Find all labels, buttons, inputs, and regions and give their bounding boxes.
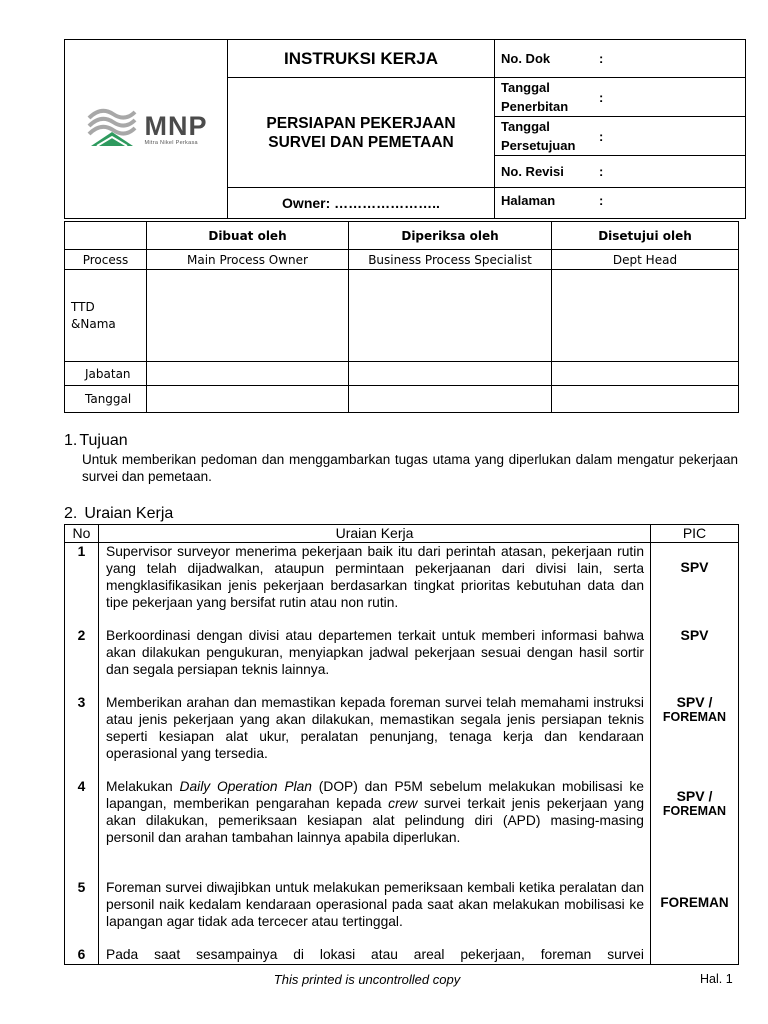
row-text-italic: Daily Operation Plan — [179, 778, 312, 794]
document-header — [64, 39, 746, 219]
table-row — [65, 543, 739, 627]
meta-no-dok — [495, 40, 746, 78]
jabatan-cell — [147, 362, 349, 386]
process-value: Business Process Specialist — [349, 250, 552, 270]
row-pic — [651, 778, 739, 879]
table-row — [65, 946, 739, 965]
pic-line2: FOREMAN — [662, 709, 727, 724]
row-pic — [651, 946, 739, 965]
pic-line1: SPV — [680, 626, 709, 643]
pic-line1: SPV — [680, 559, 709, 575]
section-tujuan-heading — [64, 432, 128, 450]
col-uraian: Uraian Kerja — [99, 525, 651, 543]
table-row — [65, 694, 739, 778]
row-text-italic: crew — [388, 795, 418, 811]
pic-line1: FOREMAN — [660, 894, 729, 910]
signature-box — [552, 270, 739, 362]
meta-label: No. Dok — [501, 51, 551, 66]
tujuan-text: Untuk memberikan pedoman dan menggambarkan tugas utama yang diperlukan dalam mengatur pekerjaan survei dan pemetaan. — [82, 452, 738, 484]
tanggal-cell — [349, 386, 552, 413]
meta-colon: : — [599, 128, 604, 144]
meta-label: No. Revisi — [501, 164, 564, 179]
meta-label: Halaman — [501, 193, 556, 208]
meta-colon: : — [599, 193, 604, 208]
row-no: 1 — [65, 543, 99, 627]
row-text: Foreman survei diwajibkan untuk melakukan pemeriksaan kembali ketika peralatan dan personil naik kedalam kendaraan operasional pada saat akan melakukan mobilisasi ke lapangan agar tidak ada tercecer atau tertinggal. — [99, 879, 651, 946]
section-title: Tujuan — [79, 432, 128, 449]
row-pic — [651, 879, 739, 946]
row-pic — [651, 694, 739, 778]
doc-title-line2: SURVEI DAN PEMETAAN — [268, 133, 454, 151]
process-label: Process — [65, 250, 147, 270]
ttd-label: TTD — [71, 299, 95, 314]
signature-box — [147, 270, 349, 362]
row-text — [99, 946, 651, 965]
process-value: Dept Head — [552, 250, 739, 270]
row-text — [99, 778, 651, 879]
col-no: No — [65, 525, 99, 543]
approval-table — [64, 221, 739, 413]
section-number: 2. — [64, 505, 78, 522]
owner-field: Owner: ………………….. — [228, 188, 495, 219]
logo-text: MNP — [144, 111, 208, 141]
tanggal-cell — [147, 386, 349, 413]
meta-label: Tanggal Persetujuan — [501, 119, 576, 153]
approval-corner — [65, 222, 147, 250]
meta-colon: : — [599, 89, 604, 105]
doc-title-line1: PERSIAPAN PEKERJAAN — [266, 114, 456, 132]
row-text-part: survei terkait jenis pekerjaan yang akan dilakukan, pemeriksaan kesiapan alat pelindung diri (APD) masing-masing personil dan arahan tambahan lainnya apabila diperlukan. — [106, 795, 644, 845]
meta-colon: : — [599, 164, 604, 179]
jabatan-cell — [349, 362, 552, 386]
meta-label: Tanggal Penerbitan — [501, 80, 569, 114]
row-text: Memberikan arahan dan memastikan kepada foreman survei telah memahami instruksi atau jenis pekerjaan yang akan dilakukan, memastikan segala jenis persiapan teknis seperti kesiapan alat ukur, peralatan penunjang, tenaga kerja dan kendaraan operasional yang tersedia. — [99, 694, 651, 778]
ttd-nama-label — [65, 270, 147, 362]
process-value: Main Process Owner — [147, 250, 349, 270]
meta-colon: : — [599, 51, 604, 66]
row-text: Supervisor surveyor menerima pekerjaan baik itu dari perintah atasan, pekerjaan rutin yang telah dijadwalkan, ataupun permintaan pekerjaanan dari divisi lain, serta mengklasifikasikan jenis pekerjaan berdasarkan tingkat prioritas kebutuhan data dan tipe pekerjaan yang bersifat rutin atau non rutin. — [99, 543, 651, 627]
header-diperiksa: Diperiksa oleh — [349, 222, 552, 250]
doc-title — [228, 78, 495, 188]
jabatan-label: Jabatan — [65, 362, 147, 386]
row-no: 6 — [65, 946, 99, 965]
mnp-wave-icon — [85, 102, 139, 156]
signature-box — [349, 270, 552, 362]
table-row — [65, 778, 739, 879]
row-no: 3 — [65, 694, 99, 778]
tanggal-label: Tanggal — [65, 386, 147, 413]
row-text-part: Melakukan — [106, 778, 180, 794]
row-pic — [651, 543, 739, 627]
table-row — [65, 879, 739, 946]
nama-label: &Nama — [71, 316, 116, 331]
meta-no-revisi — [495, 156, 746, 188]
uncontrolled-copy-note: This printed is uncontrolled copy — [273, 972, 461, 987]
section-uraian-heading — [64, 505, 173, 523]
row-text-part: (DOP) dan P5M sebelum melakukan mobilisasi ke lapangan, memberikan pengarahan kepada — [106, 778, 644, 811]
row-no: 5 — [65, 879, 99, 946]
header-disetujui: Disetujui oleh — [552, 222, 739, 250]
logo-subtitle: Mitra Nikel Perkasa — [144, 140, 198, 146]
page-number: Hal. 1 — [700, 972, 733, 986]
row-no: 2 — [65, 627, 99, 694]
pic-line2: FOREMAN — [662, 803, 727, 818]
header-dibuat: Dibuat oleh — [147, 222, 349, 250]
table-row — [65, 627, 739, 694]
meta-tanggal-penerbitan — [495, 78, 746, 117]
jabatan-cell — [552, 362, 739, 386]
company-logo — [65, 102, 227, 156]
pic-line1: SPV / — [676, 693, 713, 710]
row-no: 4 — [65, 778, 99, 879]
row-text: Berkoordinasi dengan divisi atau departemen terkait untuk memberi informasi bahwa akan dilakukan pengukuran, menyiapkan jadwal pekerjaan sesuai dengan hasil sortir dan segala persiapan teknis lainnya. — [99, 627, 651, 694]
doc-type: INSTRUKSI KERJA — [228, 40, 495, 78]
logo-cell — [65, 40, 228, 219]
col-pic: PIC — [651, 525, 739, 543]
tanggal-cell — [552, 386, 739, 413]
uraian-kerja-table — [64, 524, 739, 965]
meta-tanggal-persetujuan — [495, 117, 746, 156]
row-pic — [651, 627, 739, 694]
section-title: Uraian Kerja — [84, 505, 174, 522]
pic-line1: SPV / — [676, 787, 713, 804]
section-number: 1. — [64, 432, 78, 449]
row-text-clip: Pada saat sesampainya di lokasi atau areal pekerjaan, foreman survei — [106, 946, 644, 962]
meta-halaman — [495, 188, 746, 219]
